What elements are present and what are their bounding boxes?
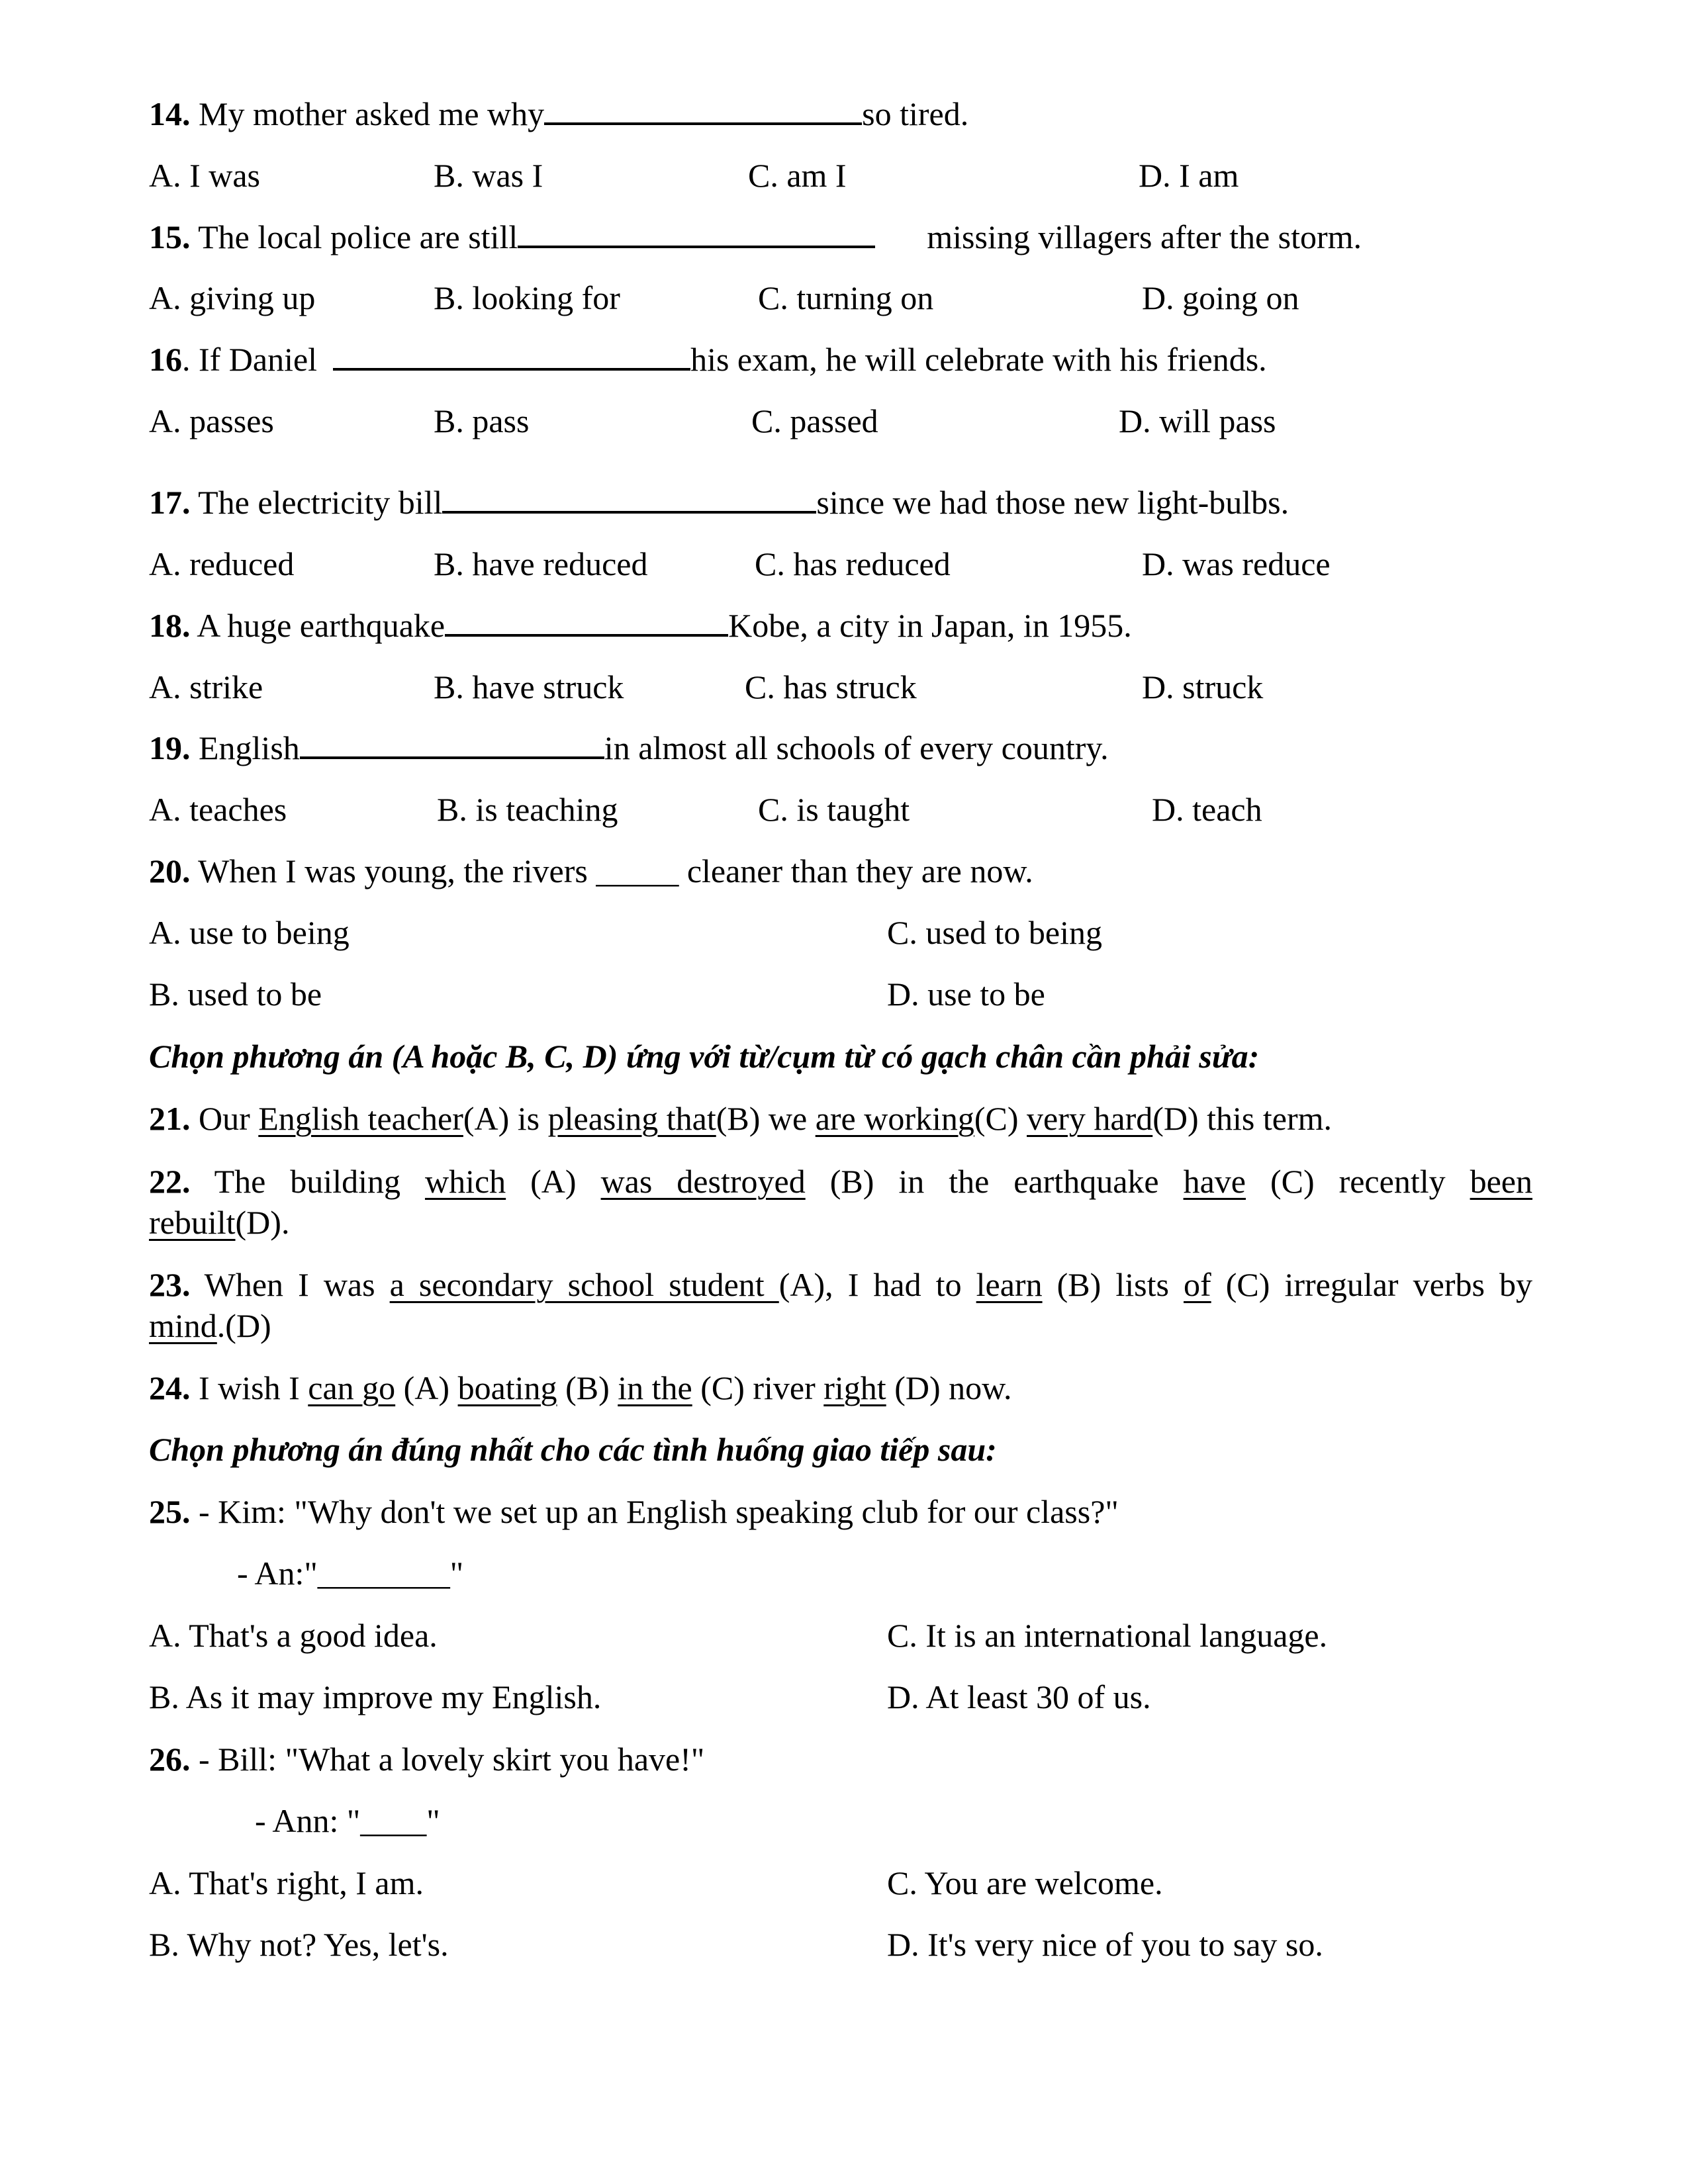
option-b[interactable]: B. used to be <box>149 976 322 1013</box>
question-text: .(D) <box>216 1307 271 1344</box>
underlined-option-d[interactable]: right <box>823 1369 886 1406</box>
option-b[interactable]: B. looking for <box>434 279 620 316</box>
underlined-option-c[interactable]: have <box>1183 1163 1246 1200</box>
answer-blank[interactable] <box>445 608 728 637</box>
option-d[interactable]: D. going on <box>1142 279 1299 316</box>
question-16 <box>149 340 1267 379</box>
question-stem: A huge earthquake <box>190 607 445 644</box>
question-number: 22. <box>149 1163 191 1200</box>
question-number: 16 <box>149 341 182 378</box>
question-number: 18. <box>149 607 191 644</box>
question-text: (D) this term. <box>1152 1100 1333 1137</box>
underlined-option-a[interactable]: a secondary school student <box>389 1266 779 1303</box>
question-text: (B) <box>557 1369 618 1406</box>
underlined-option-b[interactable]: learn <box>976 1266 1043 1303</box>
option-d[interactable]: D. It's very nice of you to say so. <box>887 1926 1323 1963</box>
dialogue-line-1: - Kim: "Why don't we set up an English speaking club for our class?" <box>190 1493 1119 1530</box>
question-number: 14. <box>149 95 191 132</box>
question-21 <box>149 1099 1332 1138</box>
option-c[interactable]: C. turning on <box>758 279 934 316</box>
option-c[interactable]: C. has reduced <box>755 545 951 582</box>
question-number: 26. <box>149 1741 191 1778</box>
question-text: (D). <box>235 1204 290 1241</box>
option-d[interactable]: D. struck <box>1142 668 1264 705</box>
question-18 <box>149 606 1132 645</box>
question-number: 25. <box>149 1493 191 1530</box>
option-d[interactable]: D. use to be <box>887 976 1045 1013</box>
question-text: (D) now. <box>886 1369 1012 1406</box>
question-text: (B) lists <box>1042 1266 1184 1303</box>
question-text: (C) irregular verbs by <box>1211 1266 1532 1303</box>
question-line-1 <box>149 1264 1532 1305</box>
question-number: 15. <box>149 218 191 255</box>
option-a[interactable]: A. use to being <box>149 914 350 951</box>
option-a[interactable]: A. I was <box>149 157 261 194</box>
answer-blank[interactable] <box>518 219 875 248</box>
dialogue-line-2: - An:"________" <box>237 1555 464 1592</box>
option-c[interactable]: C. You are welcome. <box>887 1864 1163 1901</box>
underlined-option-d-part1[interactable]: been <box>1470 1163 1532 1200</box>
underlined-option-d[interactable]: very hard <box>1027 1100 1153 1137</box>
question-text: (C) river <box>692 1369 824 1406</box>
answer-blank[interactable] <box>333 341 690 371</box>
question-number: 21. <box>149 1100 191 1137</box>
option-d[interactable]: D. teach <box>1152 791 1262 828</box>
option-a[interactable]: A. That's right, I am. <box>149 1864 424 1901</box>
question-line-1 <box>149 1161 1532 1202</box>
answer-blank[interactable] <box>442 484 816 514</box>
option-a[interactable]: A. giving up <box>149 279 316 316</box>
option-d[interactable]: D. will pass <box>1119 402 1276 439</box>
question-17 <box>149 482 1289 522</box>
section-heading-error-identification: Chọn phương án (A hoặc B, C, D) ứng với từ/cụm từ có gạch chân cần phải sửa: <box>149 1038 1260 1075</box>
option-b[interactable]: B. have reduced <box>434 545 648 582</box>
option-b[interactable]: B. Why not? Yes, let's. <box>149 1926 449 1963</box>
question-text: (B) we <box>716 1100 816 1137</box>
question-stem: When I was young, the rivers _____ cleaner than they are now. <box>190 852 1033 889</box>
question-stem-end: his exam, he will celebrate with his friends. <box>690 341 1267 378</box>
answer-blank[interactable] <box>544 96 862 125</box>
question-number: 17. <box>149 484 191 521</box>
option-a[interactable]: A. passes <box>149 402 274 439</box>
question-stem: The local police are still <box>190 218 518 255</box>
underlined-option-b[interactable]: pleasing that <box>547 1100 716 1137</box>
question-text: (C) <box>974 1100 1027 1137</box>
question-22 <box>149 1161 1532 1243</box>
question-26 <box>149 1739 704 1779</box>
question-text: (C) recently <box>1245 1163 1470 1200</box>
question-text: When I was <box>190 1266 390 1303</box>
underlined-option-b[interactable]: boating <box>457 1369 557 1406</box>
option-b[interactable]: B. As it may improve my English. <box>149 1678 602 1715</box>
underlined-option-c[interactable]: of <box>1184 1266 1211 1303</box>
question-19 <box>149 728 1109 768</box>
option-b[interactable]: B. was I <box>434 157 543 194</box>
question-line-2 <box>149 1305 1532 1346</box>
question-stem: My mother asked me why <box>190 95 545 132</box>
question-text: (A), I had to <box>778 1266 976 1303</box>
option-c[interactable]: C. has struck <box>745 668 917 705</box>
question-text: (A) <box>395 1369 458 1406</box>
dialogue-line-2: - Ann: "____" <box>255 1802 440 1839</box>
answer-blank[interactable] <box>300 730 604 759</box>
underlined-option-a[interactable]: can go <box>308 1369 396 1406</box>
question-number: 19. <box>149 729 191 766</box>
question-14 <box>149 94 968 134</box>
question-stem: English <box>190 729 300 766</box>
option-c[interactable]: C. is taught <box>758 791 910 828</box>
underlined-option-a[interactable]: English teacher <box>258 1100 463 1137</box>
question-stem-end: Kobe, a city in Japan, in 1955. <box>728 607 1132 644</box>
option-d[interactable]: D. At least 30 of us. <box>887 1678 1151 1715</box>
option-b[interactable]: B. is teaching <box>437 791 618 828</box>
option-a[interactable]: A. reduced <box>149 545 295 582</box>
question-number: 24. <box>149 1369 191 1406</box>
question-number: 23. <box>149 1266 191 1303</box>
question-stem: The electricity bill <box>190 484 443 521</box>
question-25 <box>149 1492 1119 1531</box>
question-stem: . If Daniel <box>182 341 318 378</box>
question-line-2 <box>149 1202 1532 1243</box>
option-b[interactable]: B. have struck <box>434 668 624 705</box>
underlined-option-d[interactable]: mind <box>149 1307 217 1344</box>
option-c[interactable]: C. It is an international language. <box>887 1617 1328 1654</box>
underlined-option-c[interactable]: in the <box>618 1369 692 1406</box>
option-b[interactable]: B. pass <box>434 402 530 439</box>
underlined-option-d-part2[interactable]: rebuilt <box>149 1204 236 1241</box>
option-c[interactable]: C. used to being <box>887 914 1102 951</box>
question-text: (B) in the earthquake <box>805 1163 1184 1200</box>
question-number: 20. <box>149 852 191 889</box>
option-a[interactable]: A. strike <box>149 668 263 705</box>
question-23 <box>149 1264 1532 1346</box>
underlined-option-c[interactable]: are working <box>815 1100 974 1137</box>
question-24 <box>149 1368 1011 1408</box>
question-text: The building <box>190 1163 425 1200</box>
question-stem-end: since we had those new light-bulbs. <box>816 484 1289 521</box>
question-text: (A) is <box>463 1100 548 1137</box>
underlined-option-a[interactable]: which <box>424 1163 506 1200</box>
option-a[interactable]: A. That's a good idea. <box>149 1617 438 1654</box>
option-c[interactable]: C. am I <box>748 157 847 194</box>
option-d[interactable]: D. was reduce <box>1142 545 1331 582</box>
underlined-option-b[interactable]: was destroyed <box>600 1163 806 1200</box>
question-20 <box>149 851 1033 891</box>
section-heading-communication: Chọn phương án đúng nhất cho các tình huống giao tiếp sau: <box>149 1431 997 1468</box>
question-15 <box>149 217 1362 257</box>
question-stem-end: so tired. <box>862 95 969 132</box>
question-stem-end: in almost all schools of every country. <box>604 729 1109 766</box>
option-a[interactable]: A. teaches <box>149 791 287 828</box>
question-text: I wish I <box>190 1369 308 1406</box>
question-text: (A) <box>506 1163 601 1200</box>
dialogue-line-1: - Bill: "What a lovely skirt you have!" <box>190 1741 705 1778</box>
question-text: Our <box>190 1100 259 1137</box>
question-stem-end: missing villagers after the storm. <box>927 218 1362 255</box>
option-c[interactable]: C. passed <box>751 402 878 439</box>
option-d[interactable]: D. I am <box>1139 157 1239 194</box>
